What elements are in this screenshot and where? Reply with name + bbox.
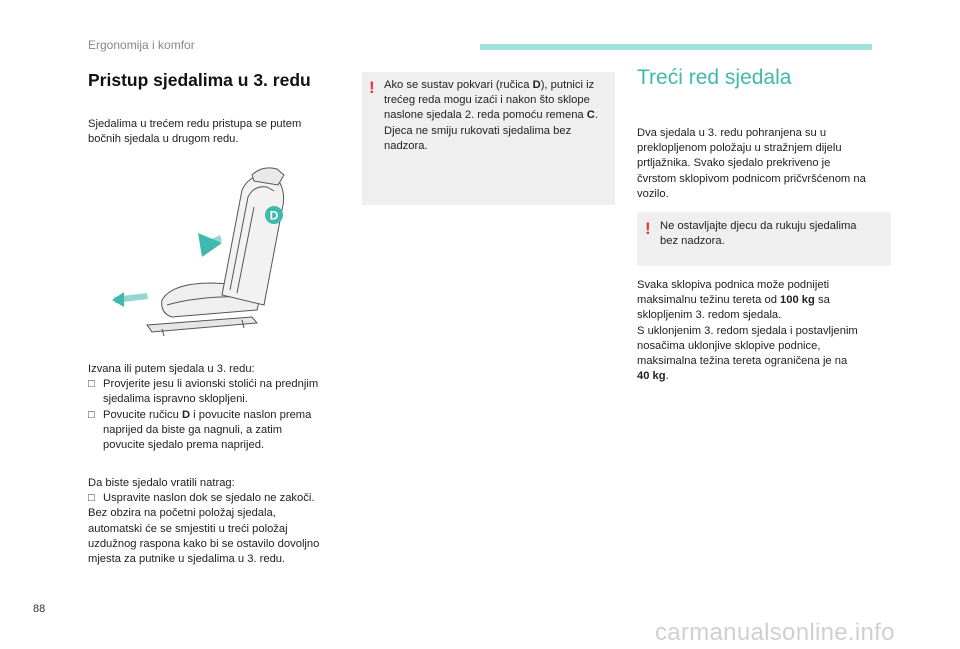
section-title: Ergonomija i komfor bbox=[88, 38, 195, 52]
step-straighten-backrest: □ Uspravite naslon dok se sjedalo ne zakoči. bbox=[88, 491, 356, 506]
handle-d-label: D bbox=[269, 208, 279, 223]
step-pull-handle: □ Povucite ručicu D i povucite naslon prema naprijed da biste ga nagnuli, a zatim povucite sjedalo prema naprijed. bbox=[88, 408, 356, 454]
load-capacity-text: Svaka sklopiva podnica može podnijeti maksimalnu težinu tereta od 100 kg sa sklopljenim 3. redom sjedala. S uklonjenim 3. redom sjedala i postavljenim nosačima uklonjive sklopive podnice, maksimalna težina tereta ograničena je na 40 kg. bbox=[637, 279, 858, 383]
warning-icon: ! bbox=[369, 78, 375, 97]
outside-access-steps: Izvana ili putem sjedala u 3. redu: □ Provjerite jesu li avionski stolići na prednjim sjedalima ispravno sklopljeni. □ Povucite ručicu D i povucite naslon prema naprijed da biste ga nagnuli, a zatim povucite sjedalo prema naprijed. bbox=[88, 362, 356, 453]
step-check-tables: □ Provjerite jesu li avionski stolići na prednjim sjedalima ispravno sklopljeni. bbox=[88, 377, 356, 407]
section-heading-third-row: Treći red sjedala bbox=[637, 66, 792, 89]
page-title: Pristup sjedalima u 3. redu bbox=[88, 70, 311, 90]
third-row-intro: Dva sjedala u 3. redu pohranjena su u preklopljenom položaju u stražnjem dijelu prtljažnika. Svako sjedalo prekriveno je čvrstom sklopivom podnicom pričvršćenom na vozilo. bbox=[637, 127, 866, 200]
slide-arrow-lower bbox=[112, 292, 148, 307]
bullet-icon: □ bbox=[88, 378, 95, 391]
seat-illustration bbox=[102, 165, 292, 340]
warning-text-system-failure: Ako se sustav pokvari (ručica D), putnici iz trećeg reda mogu izaći i nakon što sklope naslone sjedala 2. reda pomoću remena C. Djeca ne smiju rukovati sjedalima bez nadzora. bbox=[384, 79, 598, 152]
bullet-icon: □ bbox=[88, 408, 95, 421]
page-number: 88 bbox=[33, 603, 46, 615]
intro-paragraph: Sjedalima u trećem redu pristupa se putem bočnih sjedala u drugom redu. bbox=[88, 118, 302, 146]
warning-text-children: Ne ostavljajte djecu da rukuju sjedalima bez nadzora. bbox=[660, 220, 857, 248]
return-steps: Da biste sjedalo vratili natrag: □ Uspravite naslon dok se sjedalo ne zakoči. Bez obzira na početni položaj sjedala, automatski će se smjestiti u treći položaj uzdužnog raspona kako bi se ostavilo dovoljno mjesta za putnike u sjedalima u 3. redu. bbox=[88, 476, 356, 567]
fold-arrow-upper bbox=[198, 233, 222, 257]
watermark: carmanualsonline.info bbox=[655, 619, 895, 646]
header-accent-bar bbox=[480, 44, 872, 50]
handle-d-marker bbox=[265, 206, 283, 224]
bullet-icon: □ bbox=[88, 492, 95, 505]
warning-icon: ! bbox=[645, 219, 651, 238]
